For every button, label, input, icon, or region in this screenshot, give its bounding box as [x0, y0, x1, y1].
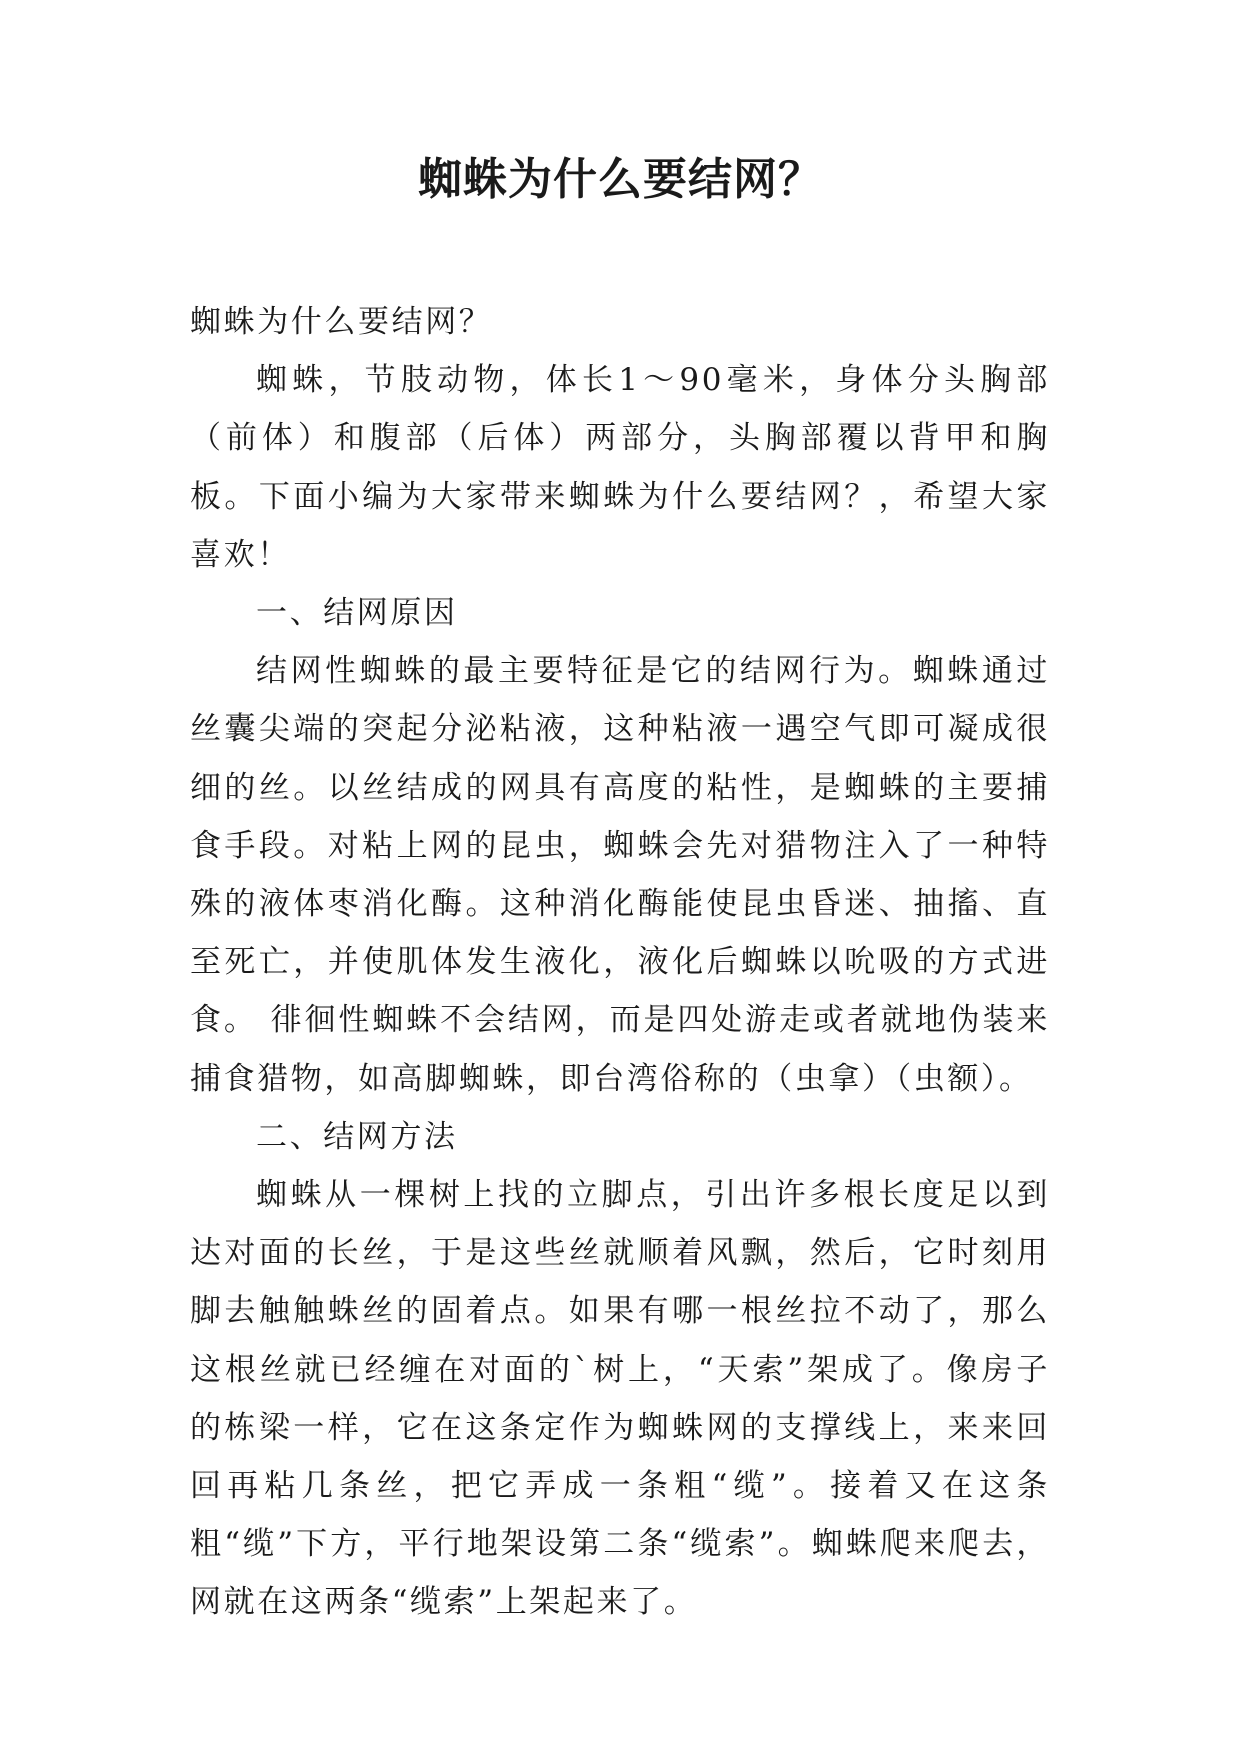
paragraph-intro: 蜘蛛，节肢动物，体长1～90毫米，身体分头胸部（前体）和腹部（后体）两部分，头胸部覆以背甲和胸板。下面小编为大家带来蜘蛛为什么要结网？，希望大家喜欢！	[190, 362, 1050, 573]
document-title: 蜘蛛为什么要结网？	[418, 154, 823, 205]
section-heading-reason: 一、结网原因	[256, 595, 458, 632]
section-heading-method: 二、结网方法	[256, 1118, 458, 1155]
paragraph-reason: 结网性蜘蛛的最主要特征是它的结网行为。蜘蛛通过丝囊尖端的突起分泌粘液，这种粘液一遇空气即可凝成很细的丝。以丝结成的网具有高度的粘性，是蜘蛛的主要捕食手段。对粘上网的昆虫，蜘蛛会先对猎物注入了一种特殊的液体枣消化酶。这种消化酶能使昆虫昏迷、抽搐、直至死亡，并使肌体发生液化，液化后蜘蛛以吮吸的方式进食。 徘徊性蜘蛛不会结网，而是四处游走或者就地伪装来捕食猎物，如高脚蜘蛛，即台湾俗称的（虫拿）（虫额）。	[190, 653, 1050, 1097]
document-subtitle: 蜘蛛为什么要结网？	[190, 304, 493, 340]
document-body	[190, 293, 1050, 1632]
paragraph-method: 蜘蛛从一棵树上找的立脚点，引出许多根长度足以到达对面的长丝，于是这些丝就顺着风飘，然后，它时刻用脚去触触蛛丝的固着点。如果有哪一根丝拉不动了，那么这根丝就已经缠在对面的`树上，“天索”架成了。像房子的栋梁一样，它在这条定作为蜘蛛网的支撑线上，来来回回再粘几条丝，把它弄成一条粗“缆”。接着又在这条粗“缆”下方，平行地架设第二条“缆索”。蜘蛛爬来爬去，网就在这两条“缆索”上架起来了。	[190, 1177, 1050, 1621]
